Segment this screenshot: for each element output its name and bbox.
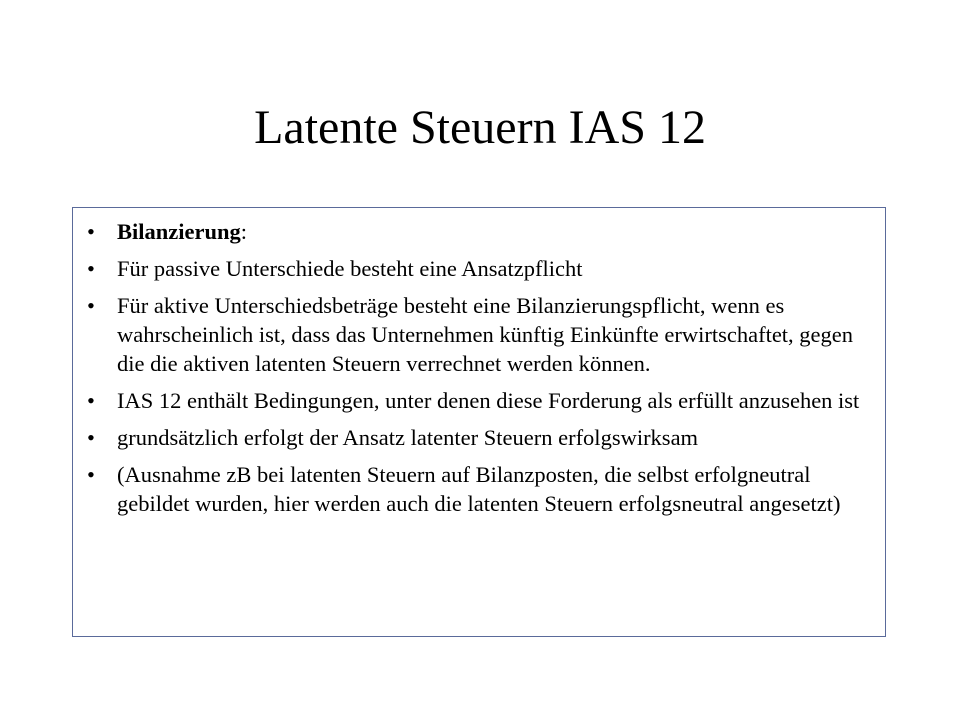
slide-title: Latente Steuern IAS 12 [254, 101, 706, 154]
bullet-icon: • [87, 388, 95, 413]
item-text: Für aktive Unterschiedsbeträge besteht eine Bilanzierungspflicht, wenn es wahrscheinlich ist, dass das Unternehmen künftig Einkünfte erwirtschaftet, gegen die die aktiven latenten Steuern verrechnet werden können. [117, 293, 854, 376]
list-item [87, 291, 875, 378]
item-bold-text: Bilanzierung [117, 219, 241, 244]
list-item [87, 460, 875, 518]
bullet-icon: • [87, 462, 95, 487]
list-item [87, 254, 875, 283]
item-text: IAS 12 enthält Bedingungen, unter denen diese Forderung als erfüllt anzusehen ist [117, 388, 860, 413]
item-text: (Ausnahme zB bei latenten Steuern auf Bilanzposten, die selbst erfolgneutral gebildet wurden, hier werden auch die latenten Steuern erfolgsneutral angesetzt) [117, 462, 841, 516]
bullet-icon: • [87, 256, 95, 281]
list-item [87, 423, 875, 452]
content-box [72, 207, 886, 637]
list-item [87, 386, 875, 415]
bullet-icon: • [87, 219, 95, 244]
bullet-icon: • [87, 425, 95, 450]
list-item [87, 217, 875, 246]
item-text: grundsätzlich erfolgt der Ansatz latenter Steuern erfolgswirksam [117, 425, 699, 450]
bullet-icon: • [87, 293, 95, 318]
item-text: Für passive Unterschiede besteht eine Ansatzpflicht [117, 256, 583, 281]
item-text: : [240, 219, 248, 244]
bullet-list [87, 217, 875, 518]
